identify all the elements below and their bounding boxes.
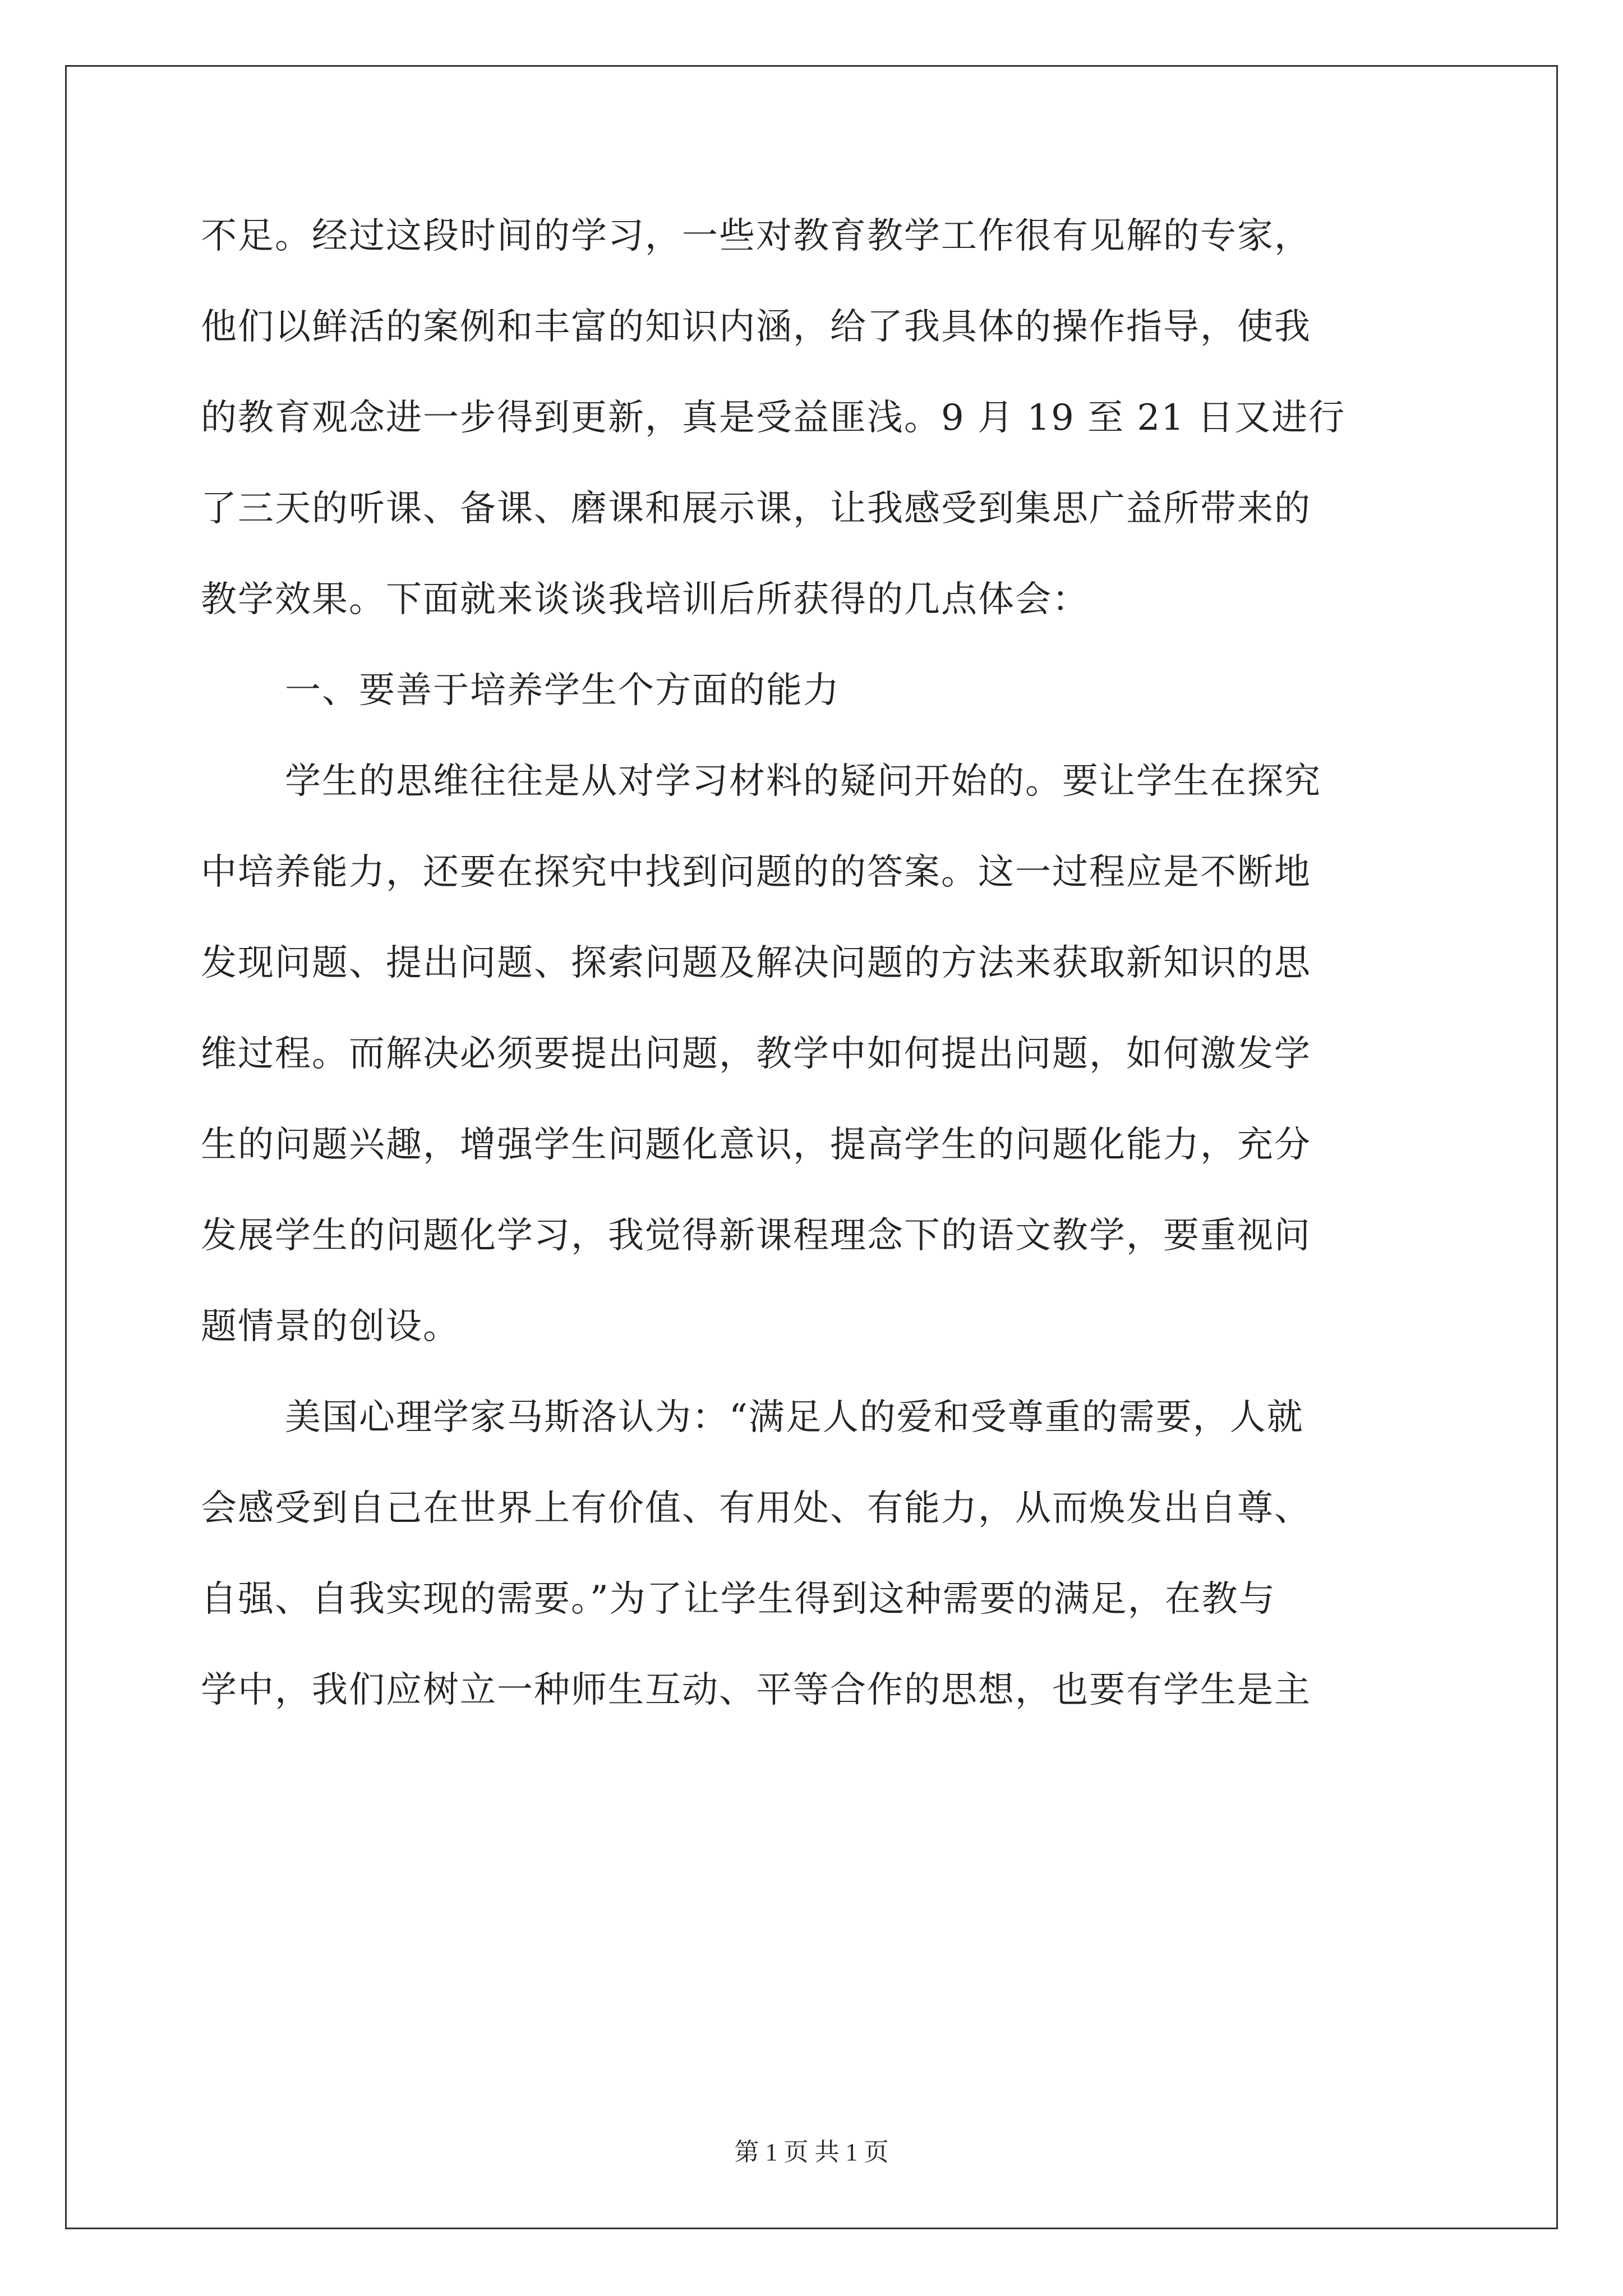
text-line: 发展学生的问题化学习，我觉得新课程理念下的语文教学，要重视问: [201, 1215, 1311, 1257]
text-line: 会感受到自己在世界上有价值、有用处、有能力，从而焕发出自尊、: [201, 1488, 1311, 1529]
text-line: 题情景的创设。: [201, 1306, 460, 1347]
text-line: 了三天的听课、备课、磨课和展示课，让我感受到集思广益所带来的: [201, 488, 1311, 530]
text-line: 的教育观念进一步得到更新，真是受益匪浅。9 月 19 至 21 日又进行: [201, 397, 1346, 439]
text-line: 教学效果。下面就来谈谈我培训后所获得的几点体会：: [201, 579, 1089, 620]
text-line: 发现问题、提出问题、探索问题及解决问题的方法来获取新知识的思: [201, 942, 1311, 984]
text-line: 不足。经过这段时间的学习，一些对教育教学工作很有见解的专家，: [201, 215, 1311, 257]
text-line: 中培养能力，还要在探究中找到问题的的答案。这一过程应是不断地: [201, 852, 1311, 893]
text-line: 自强、自我实现的需要。”为了让学生得到这种需要的满足，在教与: [201, 1579, 1276, 1620]
paragraph-start-line: 美国心理学家马斯洛认为：“满足人的爱和受尊重的需要，人就: [285, 1397, 1304, 1438]
text-line: 生的问题兴趣，增强学生问题化意识，提高学生的问题化能力，充分: [201, 1124, 1311, 1166]
section-heading: 一、要善于培养学生个方面的能力: [285, 670, 840, 711]
paragraph-start-line: 学生的思维往往是从对学习材料的疑问开始的。要让学生在探究: [285, 761, 1321, 802]
document-body: [201, 191, 1429, 1736]
page-footer: 第 1 页 共 1 页: [734, 2138, 889, 2166]
text-line: 学中，我们应树立一种师生互动、平等合作的思想，也要有学生是主: [201, 1669, 1311, 1711]
text-line: 维过程。而解决必须要提出问题，教学中如何提出问题，如何激发学: [201, 1033, 1311, 1075]
text-line: 他们以鲜活的案例和丰富的知识内涵，给了我具体的操作指导，使我: [201, 306, 1311, 348]
